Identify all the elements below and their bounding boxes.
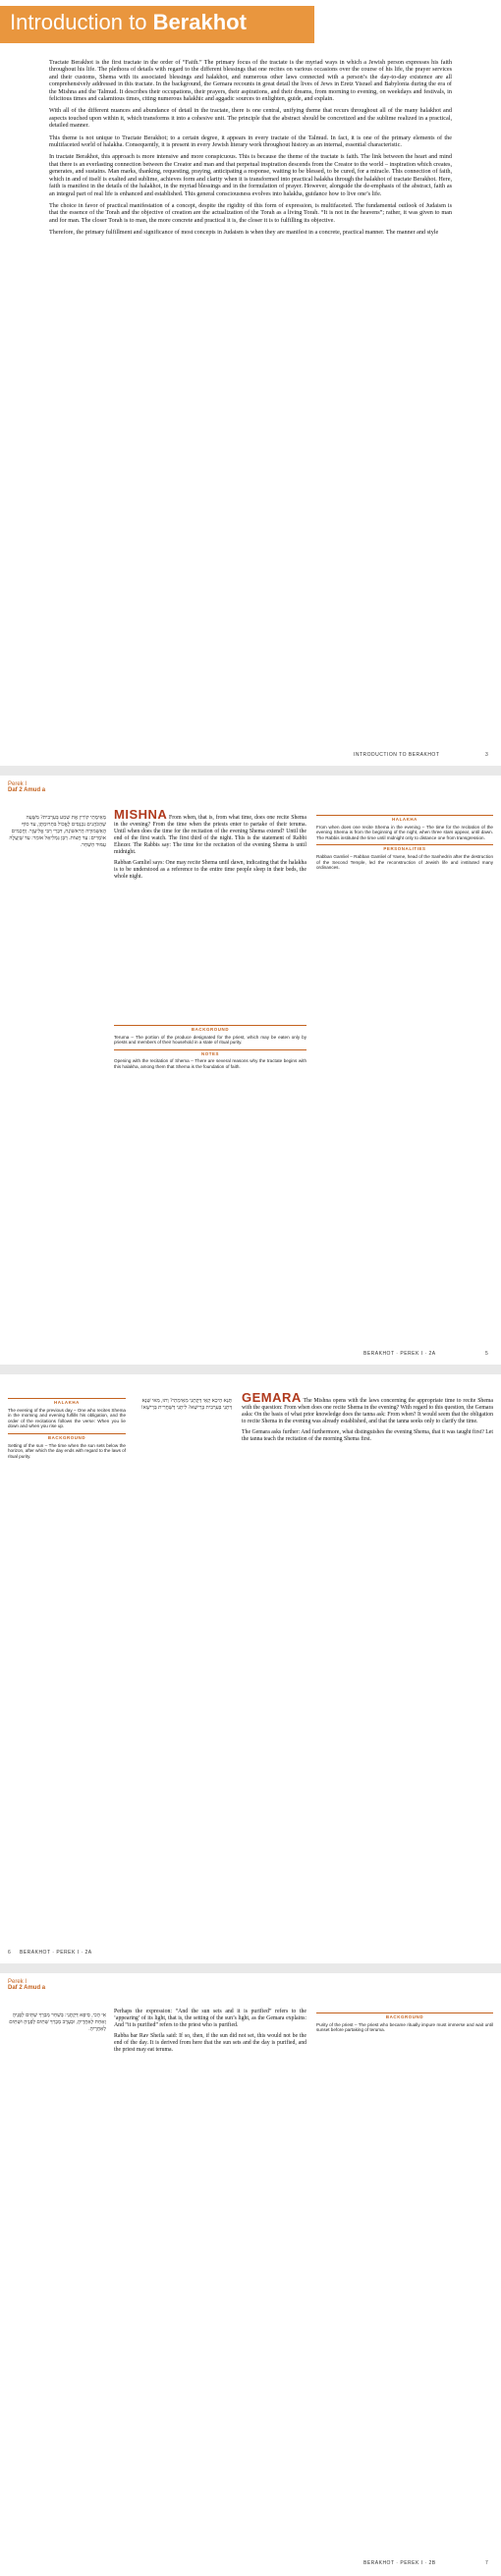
gemara-text: The Mishna opens with the laws concerning the appropriate time to recite Shema with the question: From when does one recite Shema in the evening? With regard to this question, the Gemara asks: On the basis of what prior knowledge does the tanna ask: From when? It would seem that the obligation to recite Shema in the evening was already established, and that the tanna seeks only to clarify the time. [242,1398,493,1424]
note-text: Purity of the priest – The priest who became ritually impure must immerse and wait until sunset before partaking of teruma. [316,2021,493,2033]
page-number: 3 [485,752,488,758]
note-text: From when does one recite Shema in the evening – The time for the recitation of the evening Shema is from the beginning of the night, when three stars appear, until dawn. The Rabbis instituted the time until midnight only to distance one from transgression. [316,824,493,840]
page-gap [0,1365,501,1374]
gemara-text-2: The Gemara asks further: And furthermore, what distinguishes the evening Shema, that it was taught first? Let the tanna teach the recitation of the morning Shema first. [242,1429,493,1442]
mishna-label: MISHNA [114,807,168,822]
title-main: Berakhot [152,10,247,34]
note-text: Opening with the recitation of Shema – There are several reasons why the tractate begins with this halakha, among them that Shema is the foundation of faith. [114,1058,306,1069]
note-heading: HALAKHA [8,1398,126,1406]
page-number: 5 [485,1351,488,1357]
mishna-text-2: Rabban Gamliel says: One may recite Shema until dawn, indicating that the halakha is to be understood as a reference to the entire time people sleep in their beds, the whole night. [114,860,306,880]
intro-paragraph: Tractate Berakhot is the first tractate in the order of “Faith.” The primary focus of the tractate is the myriad ways in which a Jewish person expresses his faith throughout his life. The plethora of details with regard to the different blessings that one recites on various occasions over the course of his life, the prayer services and their customs, Shema with its associated blessings and halakhot, and numerous other laws connected with a person’s the day-to-day existence are all comprehensively addressed in this tractate. In the background, the Gemara recounts in great detail the lives of Jews in Eretz Yisrael and Babylonia during the era of the Mishna and the Talmud. It describes their occupations, their prayers, their aspirations, and their dreams, from morning to evening, on weekdays and festivals, in felicitous times and calamitous times, citing numerous halakhic and aggadic sources to enlighten, guide, and explain. [49,59,452,103]
page-gap [0,766,501,776]
title-banner [0,6,314,43]
note-heading: BACKGROUND [114,1025,306,1033]
perek-number: Perek I [8,1979,28,1985]
note-heading: PERSONALITIES [316,844,493,852]
hebrew-text: תָּנָא הֵיכָא קָאֵי דְּקָתָנֵי מֵאֵימָתַי? וְתוּ, מַאי שְׁנָא דְּתָנֵי בְּעַרְבִית בְּרֵישָׁא? לִיתְנֵי דְּשַׁחֲרִית בְּרֵישָׁא! [140,1398,232,1411]
side-notes [316,811,493,874]
page-title [10,10,247,35]
mishna-block [114,807,306,885]
note-text: The evening of the previous day – One who recites Shema in the morning and evening fulfills his obligation, and the order of the recitations follows the verse: When you lie down and when you rise up. [8,1407,126,1429]
gemara-label: GEMARA [242,1390,302,1405]
note-text: Rabban Gamliel – Rabban Gamliel of Yavne, head of the Sanhedrin after the destruction of the Second Temple, led the reconstruction of Jewish life and instituted many ordinances. [316,853,493,871]
page-number: 7 [485,2560,488,2566]
page-gap [0,1963,501,1973]
running-head: BERAKHOT · PEREK I · 2A [20,1950,92,1956]
main-text-block [114,2009,306,2058]
note-text: Teruma – The portion of the produce designated for the priest, which may be eaten only by priests and members of their household in a state of ritual purity. [114,1034,306,1046]
hebrew-text: מֵאֵימָתַי קוֹרִין אֶת שְׁמַע בְּעַרְבִית? מִשָּׁעָה שֶׁהַכֹּהֲנִים נִכְנָסִים לֶאֱכוֹל בִּתְרוּמָתָן, עַד סוֹף הָאַשְׁמוּרָה הָרִאשׁוֹנָה, דִּבְרֵי רַבִּי אֱלִיעֶזֶר. וַחֲכָמִים אוֹמְרִים: עַד חֲצוֹת. רַבָּן גַּמְלִיאֵל אוֹמֵר: עַד שֶׁיַּעֲלֶה עַמּוּד הַשַּׁחַר. [9,815,106,848]
intro-paragraph: This theme is not unique to Tractate Berakhot; to a certain degree, it appears in every tractate of the Talmud. In fact, it is one of the primary elements of the multifaceted world of halakha. Consequently, it is present in every Jewish literary work throughout history as an internal, essential characteristic. [49,134,452,149]
intro-paragraph: Therefore, the primary fulfillment and significance of most concepts in Judaism is when they are manifest in a concrete, practical manner. The manner and style [49,229,439,237]
talmud-page [0,1973,501,2576]
title-prefix: Introduction to [10,10,147,34]
page-number: 6 [8,1950,11,1956]
side-notes [8,1394,126,1462]
note-heading: NOTES [114,1049,306,1057]
perek-label [8,1979,45,1991]
daf-label: Daf 2 Amud a [8,787,46,793]
intro-paragraph: The choice in favor of practical manifestation of a concept, despite the rigidity of this form of expression, is multifaceted. The fundamental outlook of Judaism is that the essence of the Torah and the objective of creation are the actualization of the Torah as a living Torah. “It is not in the heavens”; rather, it was given to man and for man. The closer Torah is to man, the more concrete and practical it is, the closer it is to fulfilling its objective. [49,201,452,224]
note-text: Setting of the sun – The time when the sun sets below the horizon, after which the day ends with regard to the laws of ritual purity. [8,1442,126,1459]
perek-number: Perek I [8,781,28,787]
intro-paragraph: With all of the different nuances and abundance of detail in the tractate, there is one central, unifying theme that recurs throughout all of the many halakhot and aspects touched upon within it, which transforms it into a cohesive unit. The principle that the abstract should be concretized and the sublime realized in a practical, detailed manner. [49,107,452,130]
intro-body [49,59,452,242]
intro-page [0,0,501,766]
side-notes [316,2009,493,2036]
intro-paragraph: In tractate Berakhot, this approach is more intensive and more conspicuous. This is because the theme of the tractate is faith. The link between the heart and mind that there is an everlasting connection between the Creator and man and that perpetual inspiration descends from the Creator to the world – inspiration which creates, generates, and sustains. Man marks, thanking, requesting, praying, anticipating a response, waiting to be blessed, to be cured, for a miracle. This connection of faith, which in and of itself is exalted and sublime, achieves form and clarity when it is transformed into practical halakha through the halakhot of tractate Berakhot. Here, faith is manifest in the details of the halakhot, in the myriad blessings and in the formulation of prayer. However, alongside the de-emphasis of the abstract, faith as an integral part of real life is enhanced and established. This general consciousness evolves into halakha, guidance how to live one’s life. [49,153,452,197]
running-head: INTRODUCTION TO BERAKHOT [354,752,440,758]
perek-label [8,781,45,793]
main-text: Perhaps the expression: “And the sun sets and it is purified” refers to the ‘appearing’ of its light, that is, the setting of the sun’s light, as the Gemara explains: And “it is purified” refers to the priest who is purified. [114,2009,306,2028]
note-heading: HALAKHA [316,815,493,823]
talmud-page [0,776,501,1365]
mishna-text: From when, that is, from what time, does one recite Shema in the evening? From the time when the priests enter to partake of their teruma. Until when does the time for the recitation of the evening Shema extend? Until the end of the first watch. The first third of the night. This is the statement of Rabbi Eliezer. The Rabbis say: The time for the recitation of the evening Shema is until midnight. [114,815,306,855]
talmud-page [0,1374,501,1963]
gemara-block [242,1390,493,1447]
running-head: BERAKHOT · PEREK I · 2A [363,1351,436,1357]
main-text-2: Rabba bar Rav Sheila said: If so, then, if the sun did not set, this would not be the end of the day. It is derived from here that the sun sets and the day is purified, and the priest may eat teruma. [114,2033,306,2053]
note-heading: BACKGROUND [8,1433,126,1441]
note-heading: BACKGROUND [316,2012,493,2020]
hebrew-text: אִי הָכִי, סֵיפָא דְּקָתָנֵי: בְּשַׁחַר מְבָרֵךְ שְׁתַּיִם לְפָנֶיהָ וְאַחַת לְאַחֲרֶיהָ, וּבָעֶרֶב מְבָרֵךְ שְׁתַּיִם לְפָנֶיהָ וּשְׁתַּיִם לְאַחֲרֶיהָ. [9,2012,106,2032]
daf-label: Daf 2 Amud a [8,1985,46,1991]
running-head: BERAKHOT · PEREK I · 2B [363,2560,436,2566]
bottom-notes [114,1021,306,1073]
